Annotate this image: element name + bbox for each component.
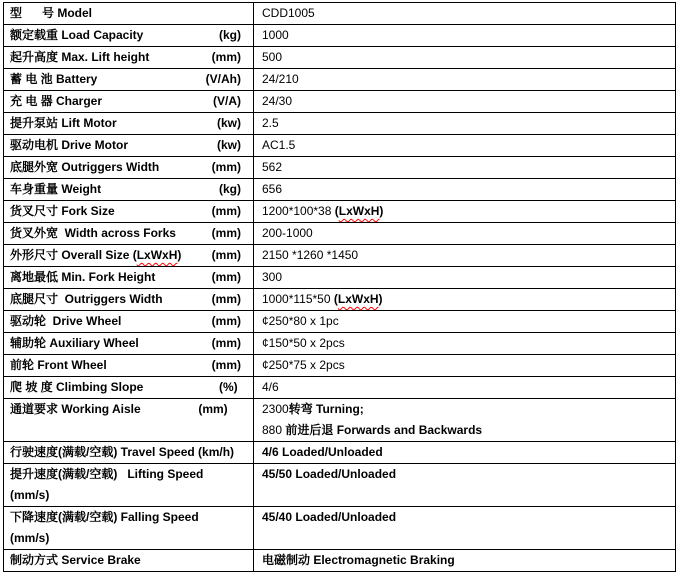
spec-label-cell bbox=[4, 157, 254, 179]
spec-label-line bbox=[4, 135, 253, 156]
spec-unit: (V/Ah) bbox=[205, 72, 241, 86]
spec-value-line bbox=[254, 113, 675, 134]
text-segment: 货叉尺寸 Fork Size bbox=[10, 204, 115, 218]
text-segment: 行驶速度(满载/空载) Travel Speed (km/h) bbox=[10, 445, 235, 459]
text-segment: 500 bbox=[262, 50, 283, 64]
spec-label-line bbox=[4, 377, 253, 398]
table-row bbox=[4, 201, 676, 223]
table-row bbox=[4, 91, 676, 113]
text-segment: 离地最低 Min. Fork Height bbox=[10, 270, 156, 284]
spec-label-cell bbox=[4, 333, 254, 355]
spec-value-line bbox=[254, 91, 675, 112]
spec-label-line bbox=[4, 399, 253, 420]
text-segment: 底腿外宽 Outriggers Width bbox=[10, 160, 160, 174]
table-row bbox=[4, 69, 676, 91]
spec-label-text bbox=[10, 223, 176, 244]
text-segment: 通道要求 Working Aisle bbox=[10, 402, 141, 416]
text-segment: 300 bbox=[262, 270, 283, 284]
spec-value-cell bbox=[254, 179, 676, 201]
spec-label-line bbox=[4, 91, 253, 112]
text-segment: 提升速度(满载/空载) Lifting Speed bbox=[10, 467, 204, 481]
text-segment: ( bbox=[333, 292, 338, 306]
table-row bbox=[4, 157, 676, 179]
spec-label-text bbox=[10, 399, 141, 420]
spec-label-text bbox=[10, 69, 97, 90]
spec-unit: (mm) bbox=[211, 336, 241, 350]
spec-unit: (V/A) bbox=[213, 94, 241, 108]
spec-value-cell bbox=[254, 223, 676, 245]
text-segment: ) bbox=[379, 204, 384, 218]
text-segment: 2300 bbox=[262, 402, 289, 416]
table-row bbox=[4, 267, 676, 289]
spec-unit: (mm) bbox=[211, 358, 241, 372]
text-segment: ) bbox=[378, 292, 383, 306]
spec-label-cell bbox=[4, 355, 254, 377]
spec-value-line bbox=[254, 311, 675, 332]
text-segment: 1200*100*38 bbox=[262, 204, 335, 218]
spec-value-cell bbox=[254, 311, 676, 333]
spec-unit: (mm) bbox=[211, 226, 241, 240]
spec-label-text bbox=[10, 442, 234, 463]
table-row bbox=[4, 442, 676, 464]
spec-label-text bbox=[10, 157, 159, 178]
spec-label-text bbox=[10, 113, 117, 134]
spec-label-line bbox=[4, 485, 253, 506]
spec-value-line bbox=[254, 157, 675, 178]
table-row bbox=[4, 135, 676, 157]
table-row bbox=[4, 550, 676, 572]
spec-table bbox=[3, 2, 676, 572]
text-segment: 4/6 Loaded/Unloaded bbox=[262, 445, 383, 459]
spec-label-cell bbox=[4, 245, 254, 267]
spec-value-cell bbox=[254, 47, 676, 69]
spec-unit: (mm) bbox=[211, 314, 241, 328]
text-segment: 额定载重 Load Capacity bbox=[10, 28, 144, 42]
spec-label-cell bbox=[4, 69, 254, 91]
spec-label-cell bbox=[4, 179, 254, 201]
spec-value-line bbox=[254, 245, 675, 266]
text-segment: 2.5 bbox=[262, 116, 279, 130]
spec-label-line bbox=[4, 201, 253, 222]
spec-label-text bbox=[10, 289, 163, 310]
text-segment: 充 电 器 Charger bbox=[10, 94, 103, 108]
table-row bbox=[4, 464, 676, 507]
spec-value-line bbox=[254, 135, 675, 156]
table-row bbox=[4, 311, 676, 333]
table-row bbox=[4, 333, 676, 355]
spec-label-line bbox=[4, 289, 253, 310]
spec-label-line bbox=[4, 113, 253, 134]
spec-value-line bbox=[254, 223, 675, 244]
spec-unit: (%) bbox=[219, 380, 241, 394]
text-segment: 45/40 Loaded/Unloaded bbox=[262, 510, 397, 524]
spec-unit: (mm) bbox=[198, 402, 241, 416]
spec-label-text bbox=[10, 135, 128, 156]
text-segment: (mm/s) bbox=[10, 531, 50, 545]
text-segment: 驱动轮 Drive Wheel bbox=[10, 314, 122, 328]
spec-label-cell bbox=[4, 25, 254, 47]
spec-label-text bbox=[10, 528, 49, 549]
spec-label-line bbox=[4, 355, 253, 376]
spec-label-text bbox=[10, 179, 101, 200]
table-row bbox=[4, 399, 676, 442]
table-row bbox=[4, 377, 676, 399]
spec-value-cell bbox=[254, 377, 676, 399]
spec-label-cell bbox=[4, 311, 254, 333]
text-segment: CDD1005 bbox=[262, 6, 315, 20]
text-segment: 蓄 电 池 Battery bbox=[10, 72, 98, 86]
spec-label-line bbox=[4, 47, 253, 68]
spec-label-line bbox=[4, 311, 253, 332]
spec-value-cell bbox=[254, 91, 676, 113]
table-row bbox=[4, 47, 676, 69]
spec-value-cell bbox=[254, 245, 676, 267]
table-row bbox=[4, 113, 676, 135]
spec-label-cell bbox=[4, 507, 254, 550]
text-segment: AC1.5 bbox=[262, 138, 296, 152]
spec-label-line bbox=[4, 464, 253, 485]
spec-label-text bbox=[10, 377, 143, 398]
spec-value-line bbox=[254, 355, 675, 376]
spec-value-cell bbox=[254, 442, 676, 464]
spec-value-line bbox=[254, 289, 675, 310]
spec-label-cell bbox=[4, 3, 254, 25]
spec-value-line bbox=[254, 464, 675, 485]
spec-value-cell bbox=[254, 201, 676, 223]
spec-value-cell bbox=[254, 464, 676, 507]
spec-value-line bbox=[254, 25, 675, 46]
spec-unit: (mm) bbox=[211, 160, 241, 174]
text-segment: 前进后退 Forwards and Backwards bbox=[285, 423, 483, 437]
spec-label-cell bbox=[4, 91, 254, 113]
text-segment: 24/210 bbox=[262, 72, 299, 86]
spec-value-cell bbox=[254, 267, 676, 289]
spec-value-line bbox=[254, 69, 675, 90]
spec-value-line bbox=[254, 3, 675, 24]
spec-value-cell bbox=[254, 507, 676, 550]
text-segment: 1000 bbox=[262, 28, 289, 42]
text-segment: 型 号 Model bbox=[10, 6, 93, 20]
text-segment: LxWxH bbox=[136, 248, 178, 262]
spec-label-line bbox=[4, 507, 253, 528]
spec-label-line bbox=[4, 528, 253, 549]
spec-value-cell bbox=[254, 69, 676, 91]
spec-value-line bbox=[254, 201, 675, 222]
text-segment: 24/30 bbox=[262, 94, 293, 108]
text-segment: 4/6 bbox=[262, 380, 279, 394]
spec-value-line bbox=[254, 47, 675, 68]
spec-label-cell bbox=[4, 464, 254, 507]
spec-label-text bbox=[10, 245, 181, 266]
spec-unit: (mm) bbox=[211, 270, 241, 284]
text-segment: 制动方式 Service Brake bbox=[10, 553, 141, 567]
table-row bbox=[4, 507, 676, 550]
text-segment: 爬 坡 度 Climbing Slope bbox=[10, 380, 144, 394]
spec-label-cell bbox=[4, 289, 254, 311]
spec-unit: (kg) bbox=[219, 28, 241, 42]
spec-label-cell bbox=[4, 550, 254, 572]
text-segment: 外形尺寸 Overall Size ( bbox=[10, 248, 137, 262]
text-segment: 电磁制动 Electromagnetic Braking bbox=[262, 553, 455, 567]
spec-label-cell bbox=[4, 223, 254, 245]
spec-value-line bbox=[254, 333, 675, 354]
text-segment: 辅助轮 Auxiliary Wheel bbox=[10, 336, 139, 350]
spec-label-line bbox=[4, 179, 253, 200]
text-segment: 562 bbox=[262, 160, 283, 174]
spec-label-line bbox=[4, 267, 253, 288]
text-segment: 2150 *1260 *1450 bbox=[262, 248, 359, 262]
spec-label-text bbox=[10, 311, 121, 332]
spec-label-line bbox=[4, 550, 253, 571]
spec-label-line bbox=[4, 442, 253, 463]
spec-value-line bbox=[254, 179, 675, 200]
text-segment: 转弯 Turning; bbox=[288, 402, 364, 416]
spec-label-cell bbox=[4, 377, 254, 399]
spec-value-cell bbox=[254, 135, 676, 157]
spec-label-line bbox=[4, 25, 253, 46]
spec-label-text bbox=[10, 355, 107, 376]
text-segment: ¢150*50 x 2pcs bbox=[262, 336, 345, 350]
spec-unit: (mm) bbox=[211, 204, 241, 218]
spec-label-line bbox=[4, 333, 253, 354]
text-segment: 下降速度(满载/空载) Falling Speed bbox=[10, 510, 199, 524]
spec-label-cell bbox=[4, 47, 254, 69]
spec-value-cell bbox=[254, 355, 676, 377]
spec-value-line bbox=[254, 420, 675, 441]
spec-value-line bbox=[254, 267, 675, 288]
spec-label-line bbox=[4, 245, 253, 266]
text-segment: ) bbox=[177, 248, 182, 262]
text-segment: 起升高度 Max. Lift height bbox=[10, 50, 150, 64]
spec-unit: (mm) bbox=[211, 50, 241, 64]
spec-label-line bbox=[4, 3, 253, 24]
spec-label-text bbox=[10, 267, 155, 288]
spec-value-line bbox=[254, 377, 675, 398]
spec-value-cell bbox=[254, 113, 676, 135]
spec-value-cell bbox=[254, 25, 676, 47]
spec-document bbox=[3, 2, 676, 572]
text-segment: ¢250*75 x 2pcs bbox=[262, 358, 345, 372]
spec-label-cell bbox=[4, 442, 254, 464]
spec-value-line bbox=[254, 507, 675, 528]
spec-label-line bbox=[4, 157, 253, 178]
spec-label-line bbox=[4, 69, 253, 90]
spec-label-text bbox=[10, 464, 203, 485]
spec-label-cell bbox=[4, 201, 254, 223]
spec-label-cell bbox=[4, 267, 254, 289]
spec-label-text bbox=[10, 25, 143, 46]
table-row bbox=[4, 245, 676, 267]
spec-label-cell bbox=[4, 135, 254, 157]
table-row bbox=[4, 289, 676, 311]
text-segment: 1000*115*50 bbox=[262, 292, 334, 306]
text-segment: 货叉外宽 Width across Forks bbox=[10, 226, 176, 240]
spec-table-body bbox=[4, 3, 676, 572]
text-segment: 驱动电机 Drive Motor bbox=[10, 138, 129, 152]
spec-label-text bbox=[10, 3, 92, 24]
text-segment: 880 bbox=[262, 423, 286, 437]
spec-label-line bbox=[4, 223, 253, 244]
spec-value-cell bbox=[254, 550, 676, 572]
text-segment: ( bbox=[334, 204, 339, 218]
spec-label-text bbox=[10, 485, 49, 506]
spec-unit: (kg) bbox=[219, 182, 241, 196]
spec-value-cell bbox=[254, 399, 676, 442]
spec-value-cell bbox=[254, 3, 676, 25]
table-row bbox=[4, 355, 676, 377]
spec-label-text bbox=[10, 507, 199, 528]
spec-unit: (kw) bbox=[217, 138, 241, 152]
text-segment: 车身重量 Weight bbox=[10, 182, 102, 196]
text-segment: LxWxH bbox=[338, 204, 380, 218]
text-segment: 656 bbox=[262, 182, 283, 196]
spec-unit: (mm) bbox=[211, 248, 241, 262]
spec-unit: (mm) bbox=[211, 292, 241, 306]
text-segment: (mm/s) bbox=[10, 488, 50, 502]
spec-value-cell bbox=[254, 333, 676, 355]
text-segment: 提升泵站 Lift Motor bbox=[10, 116, 117, 130]
spec-label-text bbox=[10, 333, 139, 354]
spec-label-text bbox=[10, 201, 115, 222]
text-segment: ¢250*80 x 1pc bbox=[262, 314, 339, 328]
text-segment: 底腿尺寸 Outriggers Width bbox=[10, 292, 163, 306]
spec-label-text bbox=[10, 550, 141, 571]
text-segment: 45/50 Loaded/Unloaded bbox=[262, 467, 397, 481]
spec-unit: (kw) bbox=[217, 116, 241, 130]
spec-label-text bbox=[10, 47, 149, 68]
spec-label-cell bbox=[4, 399, 254, 442]
text-segment: LxWxH bbox=[337, 292, 379, 306]
spec-value-line bbox=[254, 550, 675, 571]
table-row bbox=[4, 179, 676, 201]
text-segment: 前轮 Front Wheel bbox=[10, 358, 107, 372]
spec-value-line bbox=[254, 399, 675, 420]
spec-value-line bbox=[254, 442, 675, 463]
text-segment: 200-1000 bbox=[262, 226, 313, 240]
table-row bbox=[4, 223, 676, 245]
spec-value-cell bbox=[254, 157, 676, 179]
spec-value-cell bbox=[254, 289, 676, 311]
spec-label-cell bbox=[4, 113, 254, 135]
table-row bbox=[4, 25, 676, 47]
table-row bbox=[4, 3, 676, 25]
spec-label-text bbox=[10, 91, 102, 112]
